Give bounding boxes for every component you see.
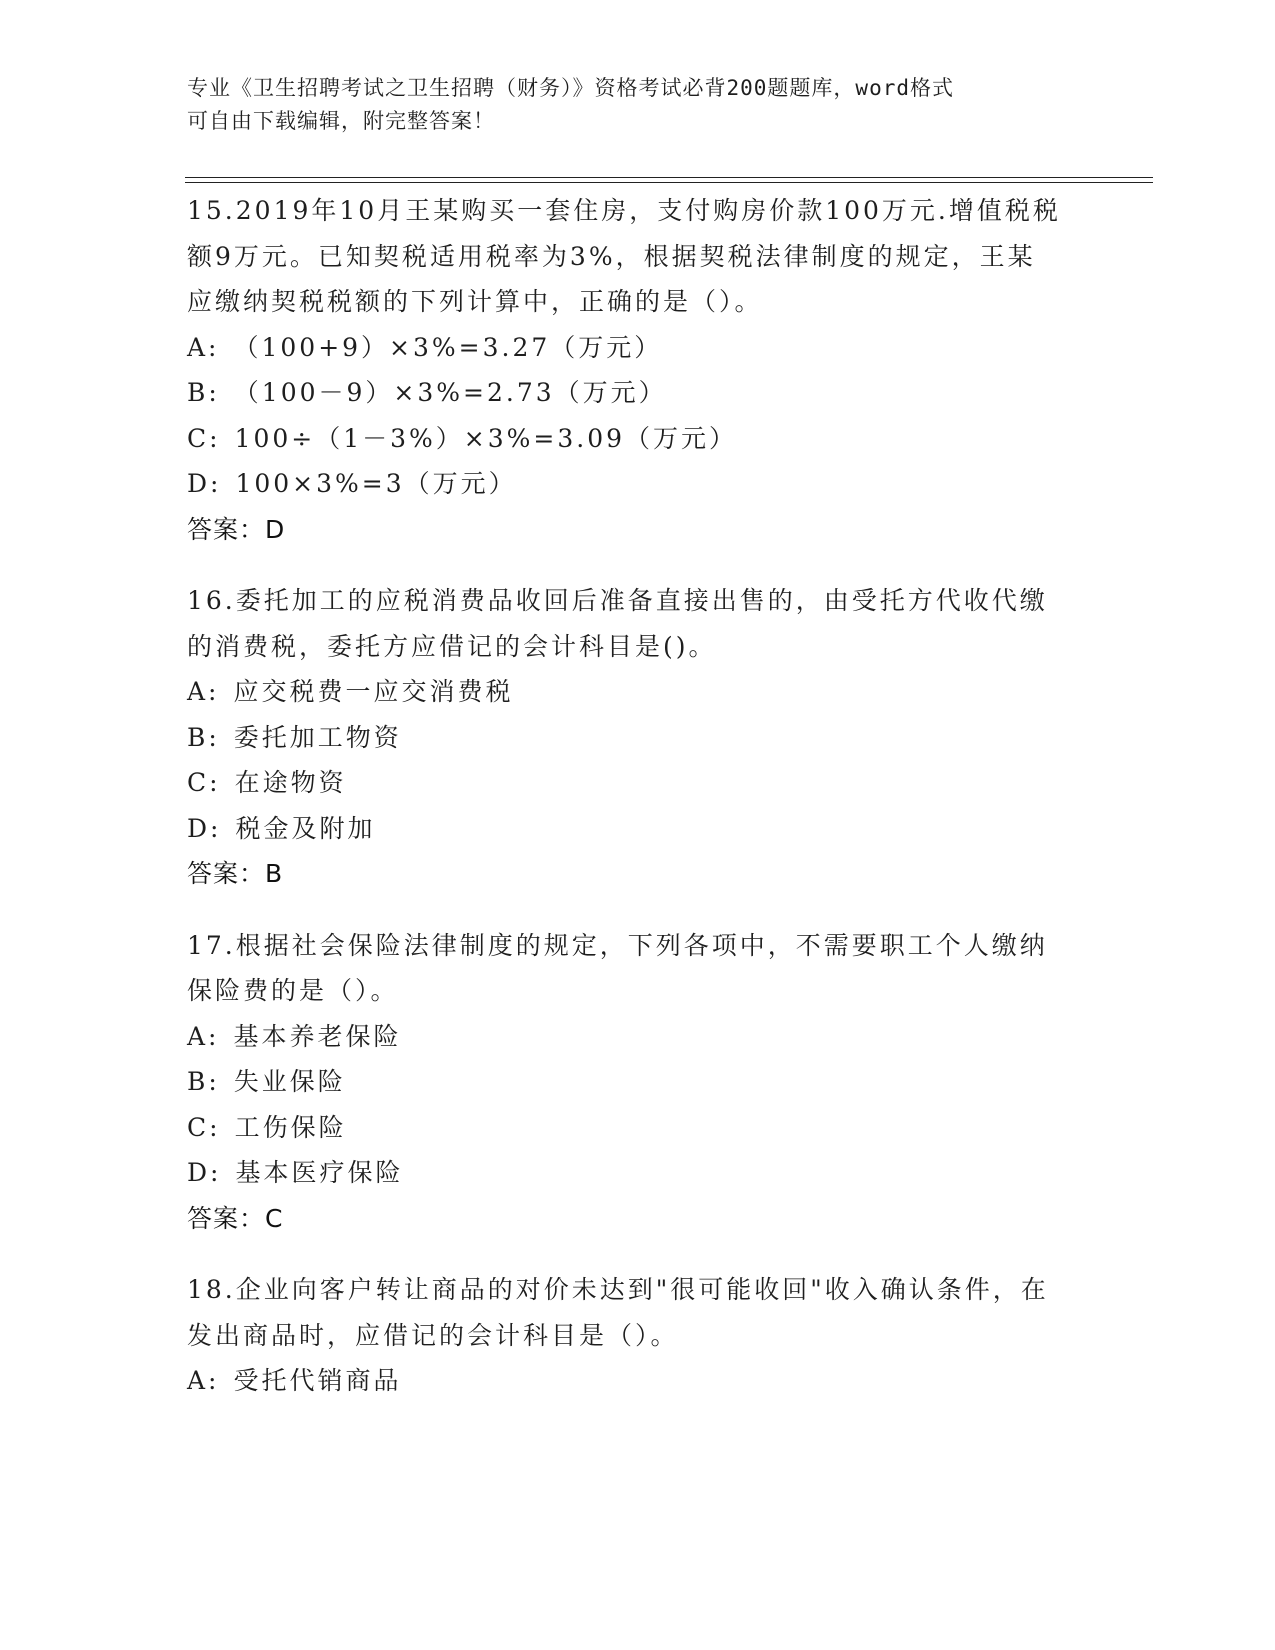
option-d	[187, 1150, 1087, 1196]
header-line-2: 可自由下载编辑，附完整答案！	[187, 109, 495, 133]
option-list	[187, 1014, 1087, 1196]
stem-line: 18.企业向客户转让商品的对价未达到"很可能收回"收入确认条件，在	[187, 1275, 1049, 1304]
option-text: 受托代销商品	[233, 1366, 402, 1395]
document-header	[187, 72, 1067, 138]
option-d	[187, 806, 1087, 852]
option-text: 基本医疗保险	[235, 1158, 404, 1187]
question-17	[187, 923, 1087, 1242]
stem-line: 15.2019年10月王某购买一套住房，支付购房价款100万元.增值税税	[187, 196, 1061, 225]
option-key: B:	[187, 1067, 220, 1096]
stem-line: 16.委托加工的应税消费品收回后准备直接出售的，由受托方代收代缴	[187, 586, 1048, 615]
question-stem	[187, 923, 1087, 1014]
header-divider-top	[185, 177, 1153, 178]
option-d	[187, 461, 1087, 507]
option-text: 100÷（1－3%）×3%=3.09（万元）	[234, 423, 738, 453]
option-a	[187, 669, 1087, 715]
stem-line: 发出商品时，应借记的会计科目是（）。	[187, 1320, 679, 1350]
option-text: 税金及附加	[235, 813, 376, 843]
option-text: （100－9）×3%=2.73（万元）	[233, 378, 667, 407]
stem-line: 保险费的是（）。	[187, 976, 399, 1005]
option-a	[187, 325, 1087, 371]
option-b	[187, 715, 1087, 761]
option-c	[187, 760, 1087, 806]
answer-line: 答案：C	[187, 1203, 284, 1233]
question-list	[187, 188, 1087, 1430]
option-a	[187, 1358, 1087, 1404]
question-16	[187, 578, 1087, 897]
question-stem	[187, 578, 1087, 669]
option-key: A:	[187, 1366, 220, 1395]
option-key: D:	[187, 469, 222, 498]
stem-line: 的消费税，委托方应借记的会计科目是()。	[187, 631, 717, 661]
option-text: （100+9）×3%=3.27（万元）	[233, 332, 663, 362]
option-text: 在途物资	[234, 768, 347, 797]
option-text: 应交税费一应交消费税	[233, 677, 514, 706]
option-c	[187, 1105, 1087, 1151]
option-key: A:	[187, 1021, 220, 1051]
option-key: A:	[187, 677, 220, 706]
option-text: 失业保险	[233, 1067, 346, 1096]
answer-line: 答案：B	[187, 859, 284, 888]
header-divider-bottom	[185, 182, 1153, 183]
option-list	[187, 1358, 1087, 1404]
option-list	[187, 669, 1087, 851]
option-a	[187, 1014, 1087, 1060]
option-text: 委托加工物资	[233, 722, 402, 752]
option-key: B:	[187, 722, 220, 752]
question-stem	[187, 188, 1087, 325]
option-key: C:	[187, 768, 221, 797]
option-key: A:	[187, 332, 220, 362]
stem-line: 应缴纳契税税额的下列计算中，正确的是（）。	[187, 287, 763, 316]
option-text: 100×3%=3（万元）	[235, 469, 517, 498]
stem-line: 额9万元。已知契税适用税率为3%，根据契税法律制度的规定，王某	[187, 241, 1036, 271]
option-key: B:	[187, 378, 220, 407]
option-list	[187, 325, 1087, 507]
option-text: 工伤保险	[234, 1112, 347, 1142]
question-stem	[187, 1267, 1087, 1358]
question-15	[187, 188, 1087, 552]
option-key: D:	[187, 1158, 222, 1187]
option-key: C:	[187, 423, 221, 453]
option-b	[187, 1059, 1087, 1105]
option-b	[187, 370, 1087, 416]
answer-line: 答案：D	[187, 514, 286, 544]
option-c	[187, 416, 1087, 462]
stem-line: 17.根据社会保险法律制度的规定，下列各项中，不需要职工个人缴纳	[187, 930, 1048, 960]
option-key: D:	[187, 813, 222, 843]
option-text: 基本养老保险	[233, 1021, 402, 1051]
question-18	[187, 1267, 1087, 1404]
header-line-1: 专业《卫生招聘考试之卫生招聘（财务）》资格考试必背200题题库，word格式	[187, 76, 954, 100]
option-key: C:	[187, 1112, 221, 1142]
